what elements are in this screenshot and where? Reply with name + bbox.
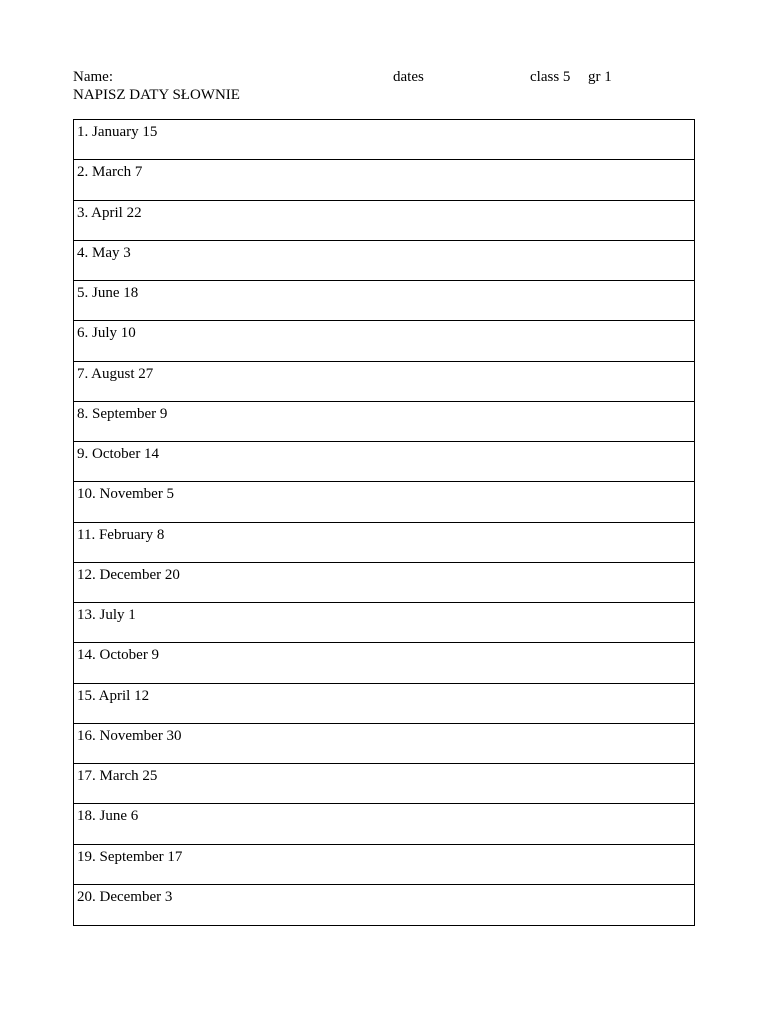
table-row: 16. November 30 — [74, 724, 694, 764]
instruction-heading: NAPISZ DATY SŁOWNIE — [73, 87, 240, 103]
table-row: 19. September 17 — [74, 845, 694, 885]
table-row: 7. August 27 — [74, 362, 694, 402]
table-row: 11. February 8 — [74, 523, 694, 563]
table-row: 13. July 1 — [74, 603, 694, 643]
table-row: 17. March 25 — [74, 764, 694, 804]
table-row: 10. November 5 — [74, 482, 694, 522]
table-row: 1. January 15 — [74, 120, 694, 160]
table-row: 5. June 18 — [74, 281, 694, 321]
table-row: 12. December 20 — [74, 563, 694, 603]
dates-label: dates — [393, 69, 424, 85]
table-row: 2. March 7 — [74, 160, 694, 200]
group-label: gr 1 — [588, 69, 612, 85]
table-row: 20. December 3 — [77, 888, 173, 905]
table-row: 18. June 6 — [74, 804, 694, 844]
name-label: Name: — [73, 69, 113, 85]
table-row: 6. July 10 — [74, 321, 694, 361]
table-row: 14. October 9 — [74, 643, 694, 683]
table-row: 15. April 12 — [74, 684, 694, 724]
table-row: 3. April 22 — [74, 201, 694, 241]
table-row: 9. October 14 — [74, 442, 694, 482]
class-label: class 5 — [530, 69, 571, 85]
table-row: 4. May 3 — [74, 241, 694, 281]
table-row: 8. September 9 — [74, 402, 694, 442]
dates-table — [73, 119, 695, 926]
